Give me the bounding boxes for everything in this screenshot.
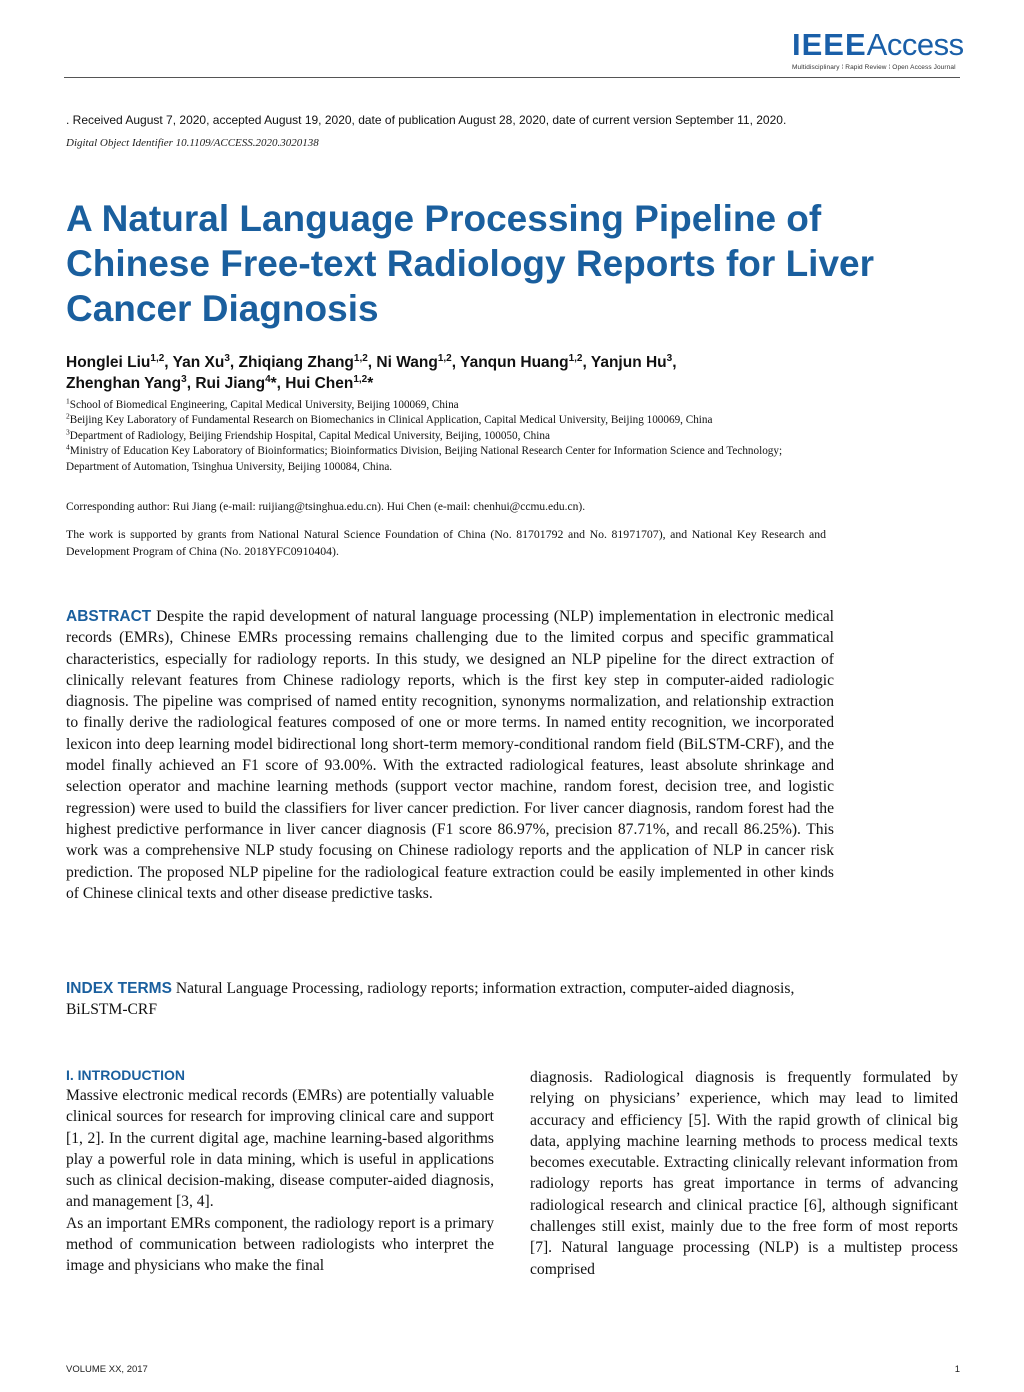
funding-statement: The work is supported by grants from National Natural Science Foundation of China (No. 81701792 and No. 81971707), and National Key Research and Development Program of China (No. 2018YFC0910404). — [66, 527, 826, 558]
author: Zhiqiang Zhang$^{1,2}$, — [238, 352, 377, 371]
index-terms — [66, 978, 834, 1020]
logo-wordmark: IEEEAccess — [792, 27, 964, 62]
author: Ni Wang$^{1,2}$, — [376, 352, 461, 371]
received-dates: . Received August 7, 2020, accepted August 19, 2020, date of publication August 28, 2020, date of current version September 11, 2020. — [66, 113, 787, 127]
header-rule — [64, 77, 960, 78]
affiliation-item: $^3$Department of Radiology, Beijing Friendship Hospital, Capital Medical University, Beijing, 100050, China — [66, 427, 550, 442]
index-terms-label: INDEX TERMS — [66, 980, 172, 997]
affiliation-item: $^2$Beijing Key Laboratory of Fundamental Research on Biomechanics in Clinical Application, Capital Medical University, Beijing 100069, China — [66, 411, 713, 427]
footer-page-number: 1 — [954, 1364, 960, 1375]
author: Zhenghan Yang$^3$, — [66, 373, 196, 392]
intro-paragraph-continued: diagnosis. Radiological diagnosis is frequently formulated by relying on physicians’ experience, which may lead to limited accuracy and efficiency [5]. With the rapid growth of clinical big data, applying machine learning methods to process medical texts becomes executable. Extracting clinically relevant information from radiology reports has great importance in terms of advancing radiological research and clinical practice [6], although significant challenges still exist, mainly due to the free form of most reports [7]. Natural language processing (NLP) is a multistep process comprised — [530, 1069, 958, 1278]
author: Yanjun Hu$^3$, — [590, 352, 677, 371]
abstract — [66, 606, 834, 904]
journal-logo — [792, 27, 964, 71]
abstract-label: ABSTRACT — [66, 608, 152, 625]
affiliation-item: $^4$Ministry of Education Key Laboratory of Bioinformatics; Bioinformatics Division, Beijing National Research Center for Information Science and Technology; Department of Automation, Tsinghua University, Beijing 100084, China. — [66, 442, 783, 473]
author: Honglei Liu$^{1,2}$, — [66, 352, 173, 371]
author: Hui Chen$^{1,2}$* — [285, 373, 374, 392]
author-list — [66, 352, 966, 394]
section-heading-introduction: I. INTRODUCTION — [66, 1067, 185, 1083]
doi-line: Digital Object Identifier 10.1109/ACCESS.2020.3020138 — [66, 137, 319, 149]
right-column — [530, 1067, 958, 1280]
intro-paragraph-1: Massive electronic medical records (EMRs) are potentially valuable clinical sources for research for improving clinical care and support [1, 2]. In the current digital age, machine learning-based algorithms play a powerful role in data mining, which is useful in applications such as clinical decision-making, disease computer-aided diagnosis, and management [3, 4]. — [66, 1087, 494, 1211]
index-terms-text: Natural Language Processing, radiology reports; information extraction, computer-aided diagnosis, BiLSTM-CRF — [66, 980, 795, 1018]
author: Yanqun Huang$^{1,2}$, — [460, 352, 591, 371]
logo-tagline: Multidisciplinary ⁞ Rapid Review ⁞ Open Access Journal — [792, 64, 956, 71]
affiliations — [66, 398, 826, 475]
left-column — [66, 1065, 494, 1277]
author: Yan Xu$^3$, — [172, 352, 239, 371]
footer-volume: VOLUME XX, 2017 — [66, 1364, 148, 1375]
paper-title: A Natural Language Processing Pipeline of Chinese Free-text Radiology Reports for Liver Cancer Diagnosis — [66, 198, 875, 329]
affiliation-item: $^1$School of Biomedical Engineering, Capital Medical University, Beijing 100069, China — [66, 396, 459, 411]
author: Rui Jiang$^4$*, — [195, 373, 286, 392]
abstract-text: Despite the rapid development of natural language processing (NLP) implementation in electronic medical records (EMRs), Chinese EMRs processing remains challenging due to the limited corpus and specific grammatical characteristics, especially for radiology reports. In this study, we designed an NLP pipeline for the direct extraction of clinically relevant features from Chinese radiology reports, which is the first key step in computer-aided radiologic diagnosis. The pipeline was comprised of named entity recognition, synonyms normalization, and relationship extraction to finally derive the radiological features composed of one or more terms. In named entity recognition, we incorporated lexicon into deep learning model bidirectional long short-term memory-conditional random field (BiLSTM-CRF), and the model finally achieved an F1 score of 93.00%. With the extracted radiological features, least absolute shrinkage and selection operator and machine learning methods (support vector machine, random forest, decision tree, and logistic regression) were used to build the classifiers for liver cancer prediction. For liver cancer diagnosis, random forest had the highest predictive performance in liver cancer diagnosis (F1 score 86.97%, precision 87.71%, and recall 86.25%). This work was a comprehensive NLP study focusing on Chinese radiology reports and the application of NLP in cancer risk prediction. The proposed NLP pipeline for the radiological feature extraction could be easily implemented in other kinds of Chinese clinical texts and other disease predictive tasks. — [66, 608, 834, 902]
intro-paragraph-2: As an important EMRs component, the radiology report is a primary method of communication between radiologists who interpret the image and physicians who make the final — [66, 1214, 494, 1275]
corresponding-author: Corresponding author: Rui Jiang (e-mail: ruijiang@tsinghua.edu.cn). Hui Chen (e-mail: chenhui@ccmu.edu.cn). — [66, 501, 586, 513]
